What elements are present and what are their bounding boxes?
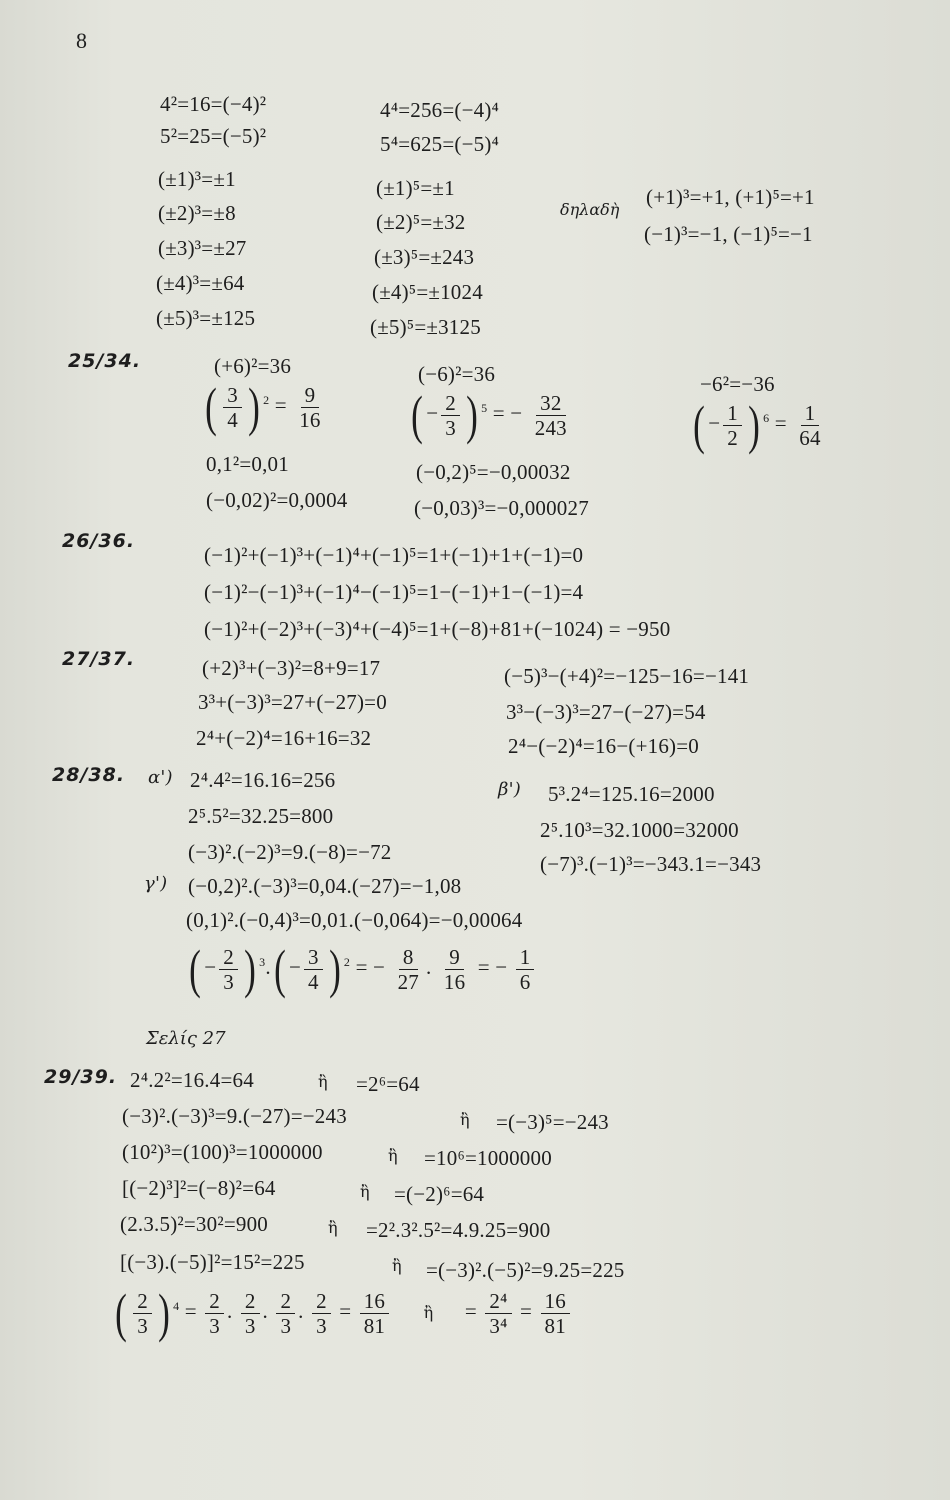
eq-fifth-1: (±1)⁵=±1	[376, 176, 455, 200]
namely-line-1: (+1)³=+1, (+1)⁵=+1	[646, 185, 815, 209]
or-word-6: ἢ	[392, 1256, 402, 1275]
eq-29-right-3: =10⁶=1000000	[424, 1146, 552, 1170]
page-number: 8	[76, 28, 87, 53]
eq-28b-line-3: (−7)³.(−1)³=−343.1=−343	[540, 852, 762, 876]
namely-word: δηλαδὴ	[560, 200, 620, 219]
eq-29-right-2: =(−3)⁵=−243	[496, 1110, 609, 1134]
eq-26-line-2: (−1)²−(−1)³+(−1)⁴−(−1)⁵=1−(−1)+1−(−1)=4	[204, 580, 584, 604]
eq-28a-line-2: 2⁵.5²=32.25=800	[188, 804, 334, 828]
eq-28c-line-1: (−0,2)².(−3)³=0,04.(−27)=−1,08	[188, 874, 462, 898]
eq-27-line-2: (−5)³−(+4)²=−125−16=−141	[504, 664, 750, 688]
eq-fifth-3: (±3)⁵=±243	[374, 245, 475, 269]
eq-25-line-6: (−0,02)²=0,0004	[206, 488, 348, 512]
eq-27-line-3: 3³+(−3)³=27+(−27)=0	[198, 690, 387, 714]
eq-25-frac-3: ( − $\frac{1}{2}$ ) $^6$ = $\frac{1}{64}$	[693, 395, 821, 455]
eq-25-line-7: (−0,03)³=−0,000027	[414, 496, 589, 520]
eq-25-line-3: −6²=−36	[700, 372, 775, 396]
eq-27-line-4: 3³−(−3)³=27−(−27)=54	[506, 700, 706, 724]
or-word-3: ἢ	[388, 1146, 398, 1165]
eq-29-right-4: =(−2)⁶=64	[394, 1182, 485, 1206]
eq-cube-5: (±5)³=±125	[156, 306, 256, 330]
eq-29-left-6: [(−3).(−5)]²=15²=225	[120, 1250, 305, 1274]
eq-26-line-1: (−1)²+(−1)³+(−1)⁴+(−1)⁵=1+(−1)+1+(−1)=0	[204, 543, 584, 567]
eq-25-line-2: (−6)²=36	[418, 362, 496, 386]
eq-25-frac-1: ( $\frac{3}{4}$ ) $^2$ = $\frac{9}{16}$	[205, 377, 321, 437]
eq-27-line-6: 2⁴−(−2)⁴=16−(+16)=0	[508, 734, 699, 758]
eq-29-left-1: 2⁴.2²=16.4=64	[130, 1068, 254, 1092]
eq-fifth-4: (±4)⁵=±1024	[372, 280, 483, 304]
problem-label-26: 26/36.	[62, 530, 136, 552]
eq-29-right-1: =2⁶=64	[356, 1072, 420, 1096]
eq-28b-line-1: 5³.2⁴=125.16=2000	[548, 782, 715, 806]
eq-29-right-6: =(−3)².(−5)²=9.25=225	[426, 1258, 625, 1282]
eq-fourth-4: 4⁴=256=(−4)⁴	[380, 98, 500, 122]
eq-cube-3: (±3)³=±27	[158, 236, 247, 260]
or-word-4: ἢ	[360, 1182, 370, 1201]
problem-label-28: 28/38.	[52, 764, 126, 786]
eq-29-left-5: (2.3.5)²=30²=900	[120, 1212, 268, 1236]
namely-line-2: (−1)³=−1, (−1)⁵=−1	[644, 222, 813, 246]
or-word-5: ἢ	[328, 1218, 338, 1237]
section-header: Σελίς 27	[146, 1028, 226, 1049]
eq-29-right-5: =2².3².5²=4.9.25=900	[366, 1218, 551, 1242]
problem-label-27: 27/37.	[62, 648, 136, 670]
eq-square-4: 4²=16=(−4)²	[160, 92, 267, 116]
eq-cube-2: (±2)³=±8	[158, 201, 236, 225]
eq-25-line-4: 0,1²=0,01	[206, 452, 289, 476]
eq-26-line-3: (−1)²+(−2)³+(−3)⁴+(−4)⁵=1+(−8)+81+(−1024) = −950	[204, 617, 671, 641]
eq-cube-1: (±1)³=±1	[158, 167, 236, 191]
part-label-b: β')	[498, 779, 521, 800]
eq-29-left-4: [(−2)³]²=(−8)²=64	[122, 1176, 276, 1200]
eq-25-line-1: (+6)²=36	[214, 354, 292, 378]
eq-28c-fraction: ( − $\frac{2}{3}$ ) $^3$.( − $\frac{3}{4}$ ) $^2$ = − $\frac{8}{27}$ . $\frac{9}{16}$ = − $\frac{1}{6}$	[186, 944, 537, 994]
eq-29-left-3: (10²)³=(100)³=1000000	[122, 1140, 323, 1164]
eq-fifth-2: (±2)⁵=±32	[376, 210, 466, 234]
eq-fourth-5: 5⁴=625=(−5)⁴	[380, 132, 500, 156]
or-word-2: ἢ	[460, 1110, 470, 1129]
eq-28c-line-2: (0,1)².(−0,4)³=0,01.(−0,064)=−0,00064	[186, 908, 523, 932]
part-label-a: α')	[148, 767, 173, 788]
eq-27-line-1: (+2)³+(−3)²=8+9=17	[202, 656, 381, 680]
eq-square-5: 5²=25=(−5)²	[160, 124, 267, 148]
eq-28b-line-2: 2⁵.10³=32.1000=32000	[540, 818, 739, 842]
problem-label-29: 29/39.	[44, 1066, 118, 1088]
eq-fifth-5: (±5)⁵=±3125	[370, 315, 481, 339]
or-word-1: ἢ	[318, 1072, 328, 1091]
eq-27-line-5: 2⁴+(−2)⁴=16+16=32	[196, 726, 372, 750]
eq-29-left-2: (−3)².(−3)³=9.(−27)=−243	[122, 1104, 347, 1128]
eq-29-fraction: ( $\frac{2}{3}$ ) $^4$ = $\frac{2}{3}$ . $\frac{2}{3}$ . $\frac{2}{3}$ . $\frac{2}{3}$ = $\frac{16}{81}$ ἢ = $\frac{\text{2⁴}}{\text{3⁴}}$ = $\frac{16}{81}$	[112, 1288, 573, 1338]
eq-28a-line-1: 2⁴.4²=16.16=256	[190, 768, 336, 792]
eq-25-frac-2: ( − $\frac{2}{3}$ ) $^5$ = − $\frac{32}{243}$	[411, 385, 567, 445]
eq-cube-4: (±4)³=±64	[156, 271, 245, 295]
eq-25-line-5: (−0,2)⁵=−0,00032	[416, 460, 571, 484]
eq-28a-line-3: (−3)².(−2)³=9.(−8)=−72	[188, 840, 392, 864]
part-label-c: γ')	[144, 873, 168, 894]
problem-label-25: 25/34.	[68, 350, 142, 372]
